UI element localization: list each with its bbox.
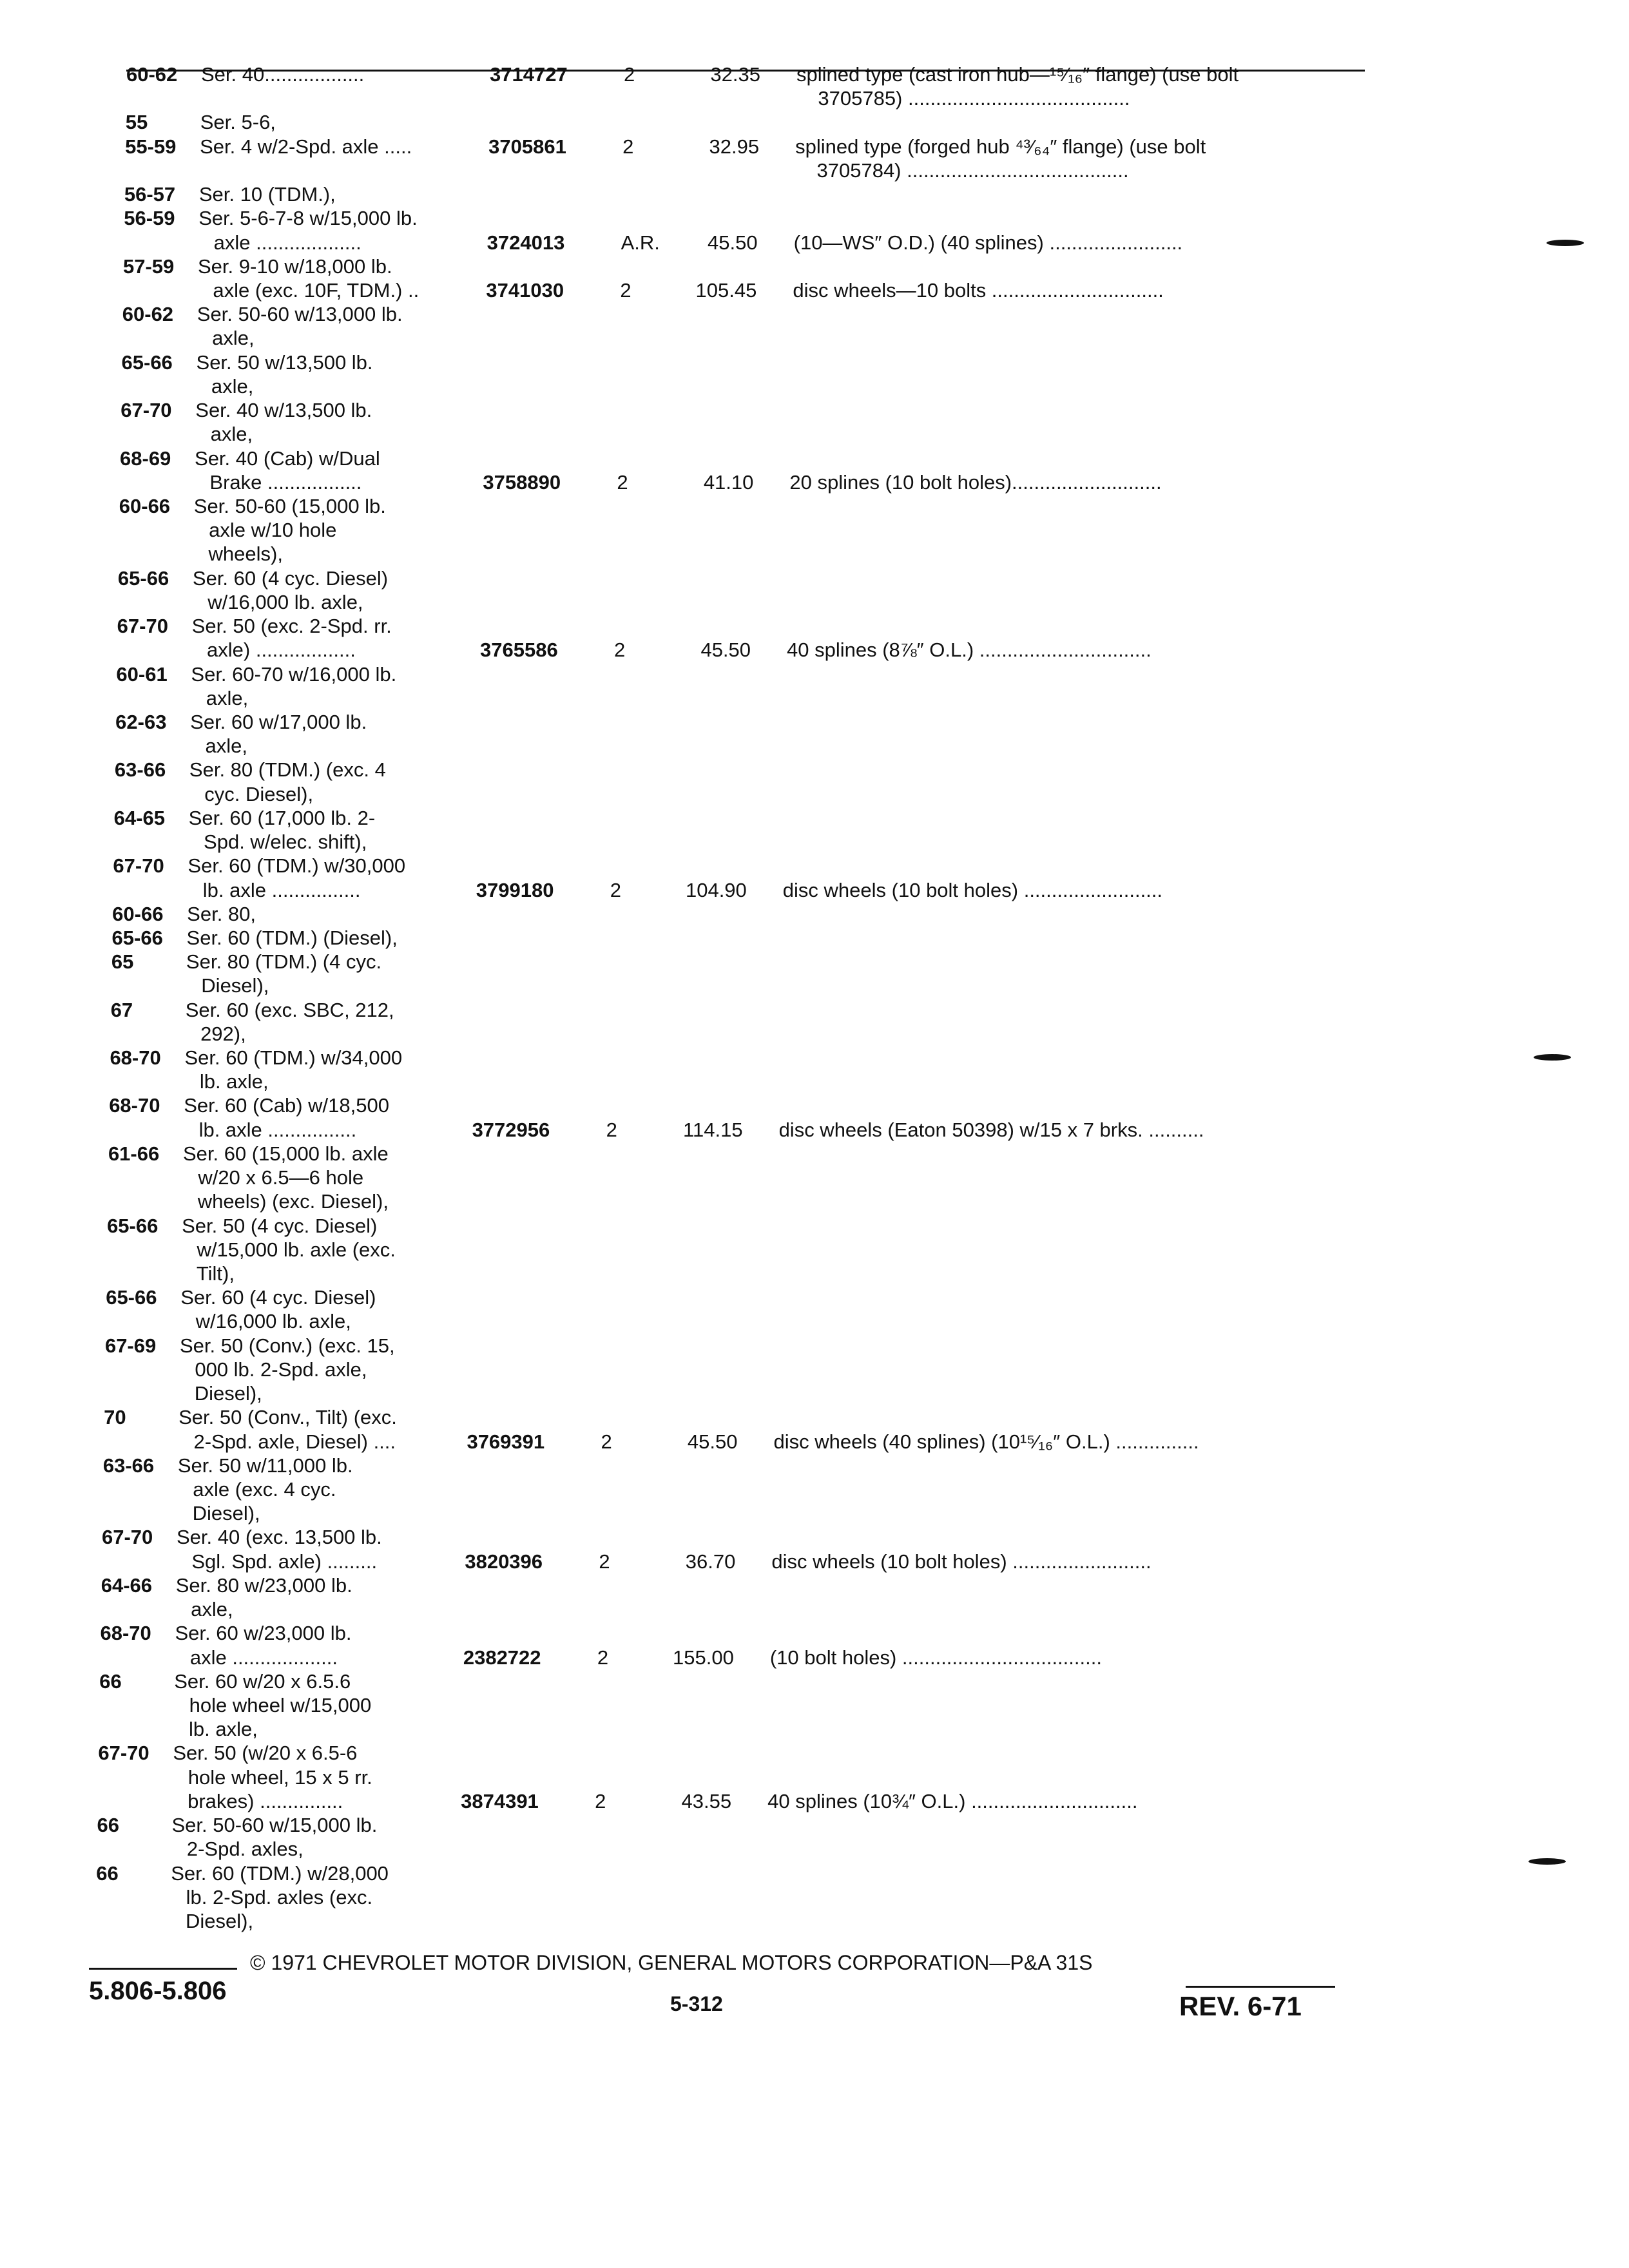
- model-years: 62-63: [115, 710, 167, 733]
- application-description: Ser. 80 (TDM.) (4 cyc.: [186, 950, 382, 974]
- model-years: 64-65: [113, 806, 165, 829]
- listing-line: [0, 350, 1629, 376]
- model-years: 60-62: [122, 303, 174, 326]
- quantity: 2: [606, 1118, 617, 1141]
- model-years: 66: [97, 1814, 119, 1837]
- application-description: Ser. 60 (4 cyc. Diesel): [192, 566, 389, 590]
- listing-line: [0, 1117, 1629, 1143]
- listing-line: [0, 1333, 1629, 1359]
- listing-line: [0, 829, 1629, 855]
- listing-line: [0, 86, 1629, 111]
- application-description: lb. axle,: [199, 1070, 269, 1093]
- application-description: Ser. 9-10 w/18,000 lb.: [198, 255, 392, 278]
- application-description: w/15,000 lb. axle (exc.: [197, 1238, 396, 1261]
- remarks: disc wheels (10 bolt holes) .........................: [782, 878, 1163, 901]
- margin-mark: [1547, 240, 1584, 246]
- listing-line: [0, 182, 1629, 207]
- listing-line: [0, 733, 1629, 759]
- model-years: 66: [99, 1669, 122, 1693]
- model-years: 60-61: [116, 662, 168, 686]
- copyright-notice: © 1971 CHEVROLET MOTOR DIVISION, GENERAL MOTORS CORPORATION—P&A 31S: [250, 1951, 1093, 1974]
- application-description: Ser. 60 (17,000 lb. 2-: [188, 806, 376, 829]
- model-years: 61-66: [108, 1142, 160, 1165]
- listing-line: [0, 566, 1629, 591]
- application-description: Ser. 40 w/13,500 lb.: [195, 399, 372, 422]
- application-description: axle (exc. 4 cyc.: [193, 1478, 336, 1501]
- model-years: 68-70: [110, 1046, 161, 1070]
- application-description: hole wheel, 15 x 5 rr.: [188, 1765, 372, 1789]
- listing-line: [0, 1501, 1629, 1526]
- application-description: Ser. 50 (4 cyc. Diesel): [182, 1214, 378, 1237]
- part-number: 3741030: [486, 278, 564, 302]
- application-description: Tilt),: [196, 1262, 235, 1285]
- listing-line: [0, 1524, 1629, 1550]
- listing-line: [0, 302, 1629, 327]
- part-number: 3820396: [465, 1550, 543, 1573]
- model-years: 65: [111, 950, 134, 974]
- application-description: 2-Spd. axles,: [186, 1838, 304, 1861]
- listing-line: [0, 1213, 1629, 1239]
- remarks: (10 bolt holes) ....................................: [769, 1646, 1102, 1669]
- model-years: 60-66: [119, 494, 171, 517]
- application-description: cyc. Diesel),: [204, 782, 314, 805]
- listing-line: [0, 805, 1629, 831]
- application-description: Sgl. Spd. axle) .........: [191, 1550, 378, 1573]
- model-years: 68-70: [109, 1094, 160, 1117]
- remarks: disc wheels (40 splines) (10¹⁵⁄₁₆″ O.L.) ...............: [773, 1430, 1199, 1453]
- application-description: axle (exc. 10F, TDM.) ..: [213, 278, 419, 302]
- listing-line: [0, 1285, 1629, 1311]
- listing-line: [0, 1645, 1629, 1671]
- listing-line: [0, 1669, 1629, 1695]
- part-number: 3765586: [480, 639, 558, 662]
- model-years: 68-70: [100, 1622, 151, 1645]
- model-years: 67-70: [117, 615, 168, 638]
- listing-line: [0, 973, 1629, 999]
- model-years: 65-66: [121, 351, 173, 374]
- quantity: 2: [620, 278, 631, 302]
- listing-line: [0, 1716, 1629, 1742]
- remarks: disc wheels (Eaton 50398) w/15 x 7 brks. ..........: [778, 1118, 1204, 1141]
- application-description: lb. axle,: [188, 1718, 258, 1741]
- footer-rule-left: [89, 1968, 237, 1970]
- price: 105.45: [695, 278, 757, 302]
- page-number: 5-312: [670, 1992, 723, 2015]
- part-number: 3724013: [487, 231, 565, 254]
- application-description: w/20 x 6.5—6 hole: [198, 1166, 364, 1189]
- listing-line: [0, 1093, 1629, 1119]
- listing-line: [0, 1261, 1629, 1287]
- application-description: Ser. 80 (TDM.) (exc. 4: [189, 758, 386, 782]
- remarks-continued: 3705784) ........................................: [816, 159, 1129, 182]
- application-description: Ser. 50 (Conv.) (exc. 15,: [179, 1334, 395, 1357]
- listing-line: [0, 1693, 1629, 1718]
- listing-line: [0, 757, 1629, 783]
- model-years: 64-66: [101, 1573, 153, 1597]
- application-description: axle,: [206, 686, 249, 709]
- listing-line: [0, 1165, 1629, 1191]
- quantity: 2: [599, 1550, 610, 1573]
- model-years: 55-59: [125, 135, 177, 158]
- listing-line: [0, 1597, 1629, 1622]
- model-years: 55: [125, 111, 148, 134]
- listing-line: [0, 325, 1629, 351]
- application-description: Ser. 50 (exc. 2-Spd. rr.: [191, 615, 392, 638]
- revision-date: REV. 6-71: [1179, 1991, 1302, 2021]
- application-description: Diesel),: [201, 974, 269, 997]
- quantity: 2: [595, 1789, 606, 1812]
- model-years: 57-59: [123, 255, 175, 278]
- model-years: 67: [110, 998, 133, 1021]
- model-years: 70: [104, 1406, 126, 1429]
- application-description: axle,: [205, 735, 248, 758]
- model-years: 56-57: [124, 183, 176, 206]
- listing-line: [0, 230, 1629, 256]
- part-number: 3772956: [472, 1118, 550, 1141]
- part-number: 3714727: [490, 63, 568, 86]
- model-years: 60-62: [126, 63, 178, 86]
- application-description: axle ...................: [189, 1646, 338, 1669]
- price: 32.35: [710, 63, 760, 86]
- application-description: axle,: [191, 1598, 233, 1621]
- listing-line: [0, 686, 1629, 711]
- listing-line: [0, 782, 1629, 807]
- remarks: (10—WS″ O.D.) (40 splines) ........................: [793, 231, 1183, 254]
- listing-line: [0, 1885, 1629, 1910]
- application-description: Ser. 10 (TDM.),: [198, 183, 336, 206]
- application-description: brakes) ...............: [188, 1789, 343, 1812]
- listing-line: [0, 1021, 1629, 1047]
- application-description: axle) ..................: [207, 639, 356, 662]
- model-years: 65-66: [106, 1286, 157, 1309]
- listing-line: [0, 878, 1629, 903]
- application-description: Diesel),: [192, 1502, 260, 1525]
- listing-line: [0, 206, 1629, 231]
- model-years: 60-66: [112, 902, 164, 925]
- remarks: 40 splines (10¾″ O.L.) ..............................: [767, 1789, 1138, 1812]
- listing-line: [0, 1453, 1629, 1479]
- model-years: 63-66: [114, 758, 166, 782]
- quantity: A.R.: [621, 231, 660, 254]
- application-description: Ser. 60 w/20 x 6.5.6: [174, 1669, 351, 1693]
- listing-line: [0, 1789, 1629, 1814]
- listing-line: [0, 158, 1629, 184]
- application-description: 2-Spd. axle, Diesel) ....: [193, 1430, 396, 1453]
- listing-line: [0, 1189, 1629, 1215]
- application-description: lb. 2-Spd. axles (exc.: [186, 1885, 373, 1908]
- part-number: 3705861: [488, 135, 566, 158]
- listing-line: [0, 541, 1629, 567]
- margin-mark: [1528, 1858, 1566, 1865]
- listing-line: [0, 1069, 1629, 1095]
- application-description: Ser. 50 w/11,000 lb.: [177, 1454, 353, 1477]
- listing-line: [0, 398, 1629, 423]
- quantity: 2: [597, 1646, 609, 1669]
- application-description: Ser. 80,: [187, 902, 256, 925]
- application-description: Ser. 60 (4 cyc. Diesel): [180, 1286, 376, 1309]
- model-years: 65-66: [111, 926, 163, 949]
- application-description: wheels),: [208, 543, 283, 566]
- listing-line: [0, 637, 1629, 663]
- listing-line: [0, 709, 1629, 735]
- model-years: 63-66: [102, 1454, 155, 1477]
- application-description: Ser. 80 w/23,000 lb.: [175, 1573, 352, 1597]
- listing-line: [0, 1381, 1629, 1407]
- application-description: axle ...................: [213, 231, 361, 254]
- listing-line: [0, 1740, 1629, 1766]
- application-description: lb. axle ................: [202, 878, 361, 901]
- listing-line: [0, 1549, 1629, 1575]
- application-description: Ser. 40..................: [201, 63, 365, 86]
- quantity: 2: [622, 135, 634, 158]
- listing-line: [0, 1908, 1629, 1934]
- margin-mark: [1534, 1054, 1571, 1061]
- listing-line: [0, 613, 1629, 639]
- price: 104.90: [685, 878, 747, 901]
- remarks: splined type (cast iron hub—¹⁵⁄₁₆″ flange) (use bolt: [796, 63, 1239, 86]
- price: 45.50: [687, 1430, 738, 1453]
- section-reference: 5.806-5.806: [89, 1977, 227, 2005]
- application-description: Ser. 60 (TDM.) w/28,000: [171, 1861, 389, 1885]
- application-description: Ser. 50-60 w/15,000 lb.: [171, 1814, 378, 1837]
- price: 114.15: [683, 1118, 743, 1141]
- listing-line: [0, 110, 1629, 135]
- model-years: 56-59: [124, 207, 175, 230]
- remarks-continued: 3705785) ........................................: [818, 87, 1130, 110]
- listing-line: [0, 1812, 1629, 1838]
- model-years: 67-70: [120, 399, 172, 422]
- model-years: 66: [96, 1861, 119, 1885]
- price: 32.95: [709, 135, 760, 158]
- application-description: Ser. 50 w/13,500 lb.: [196, 351, 373, 374]
- application-description: Ser. 50 (w/20 x 6.5-6: [173, 1742, 358, 1765]
- listing-line: [0, 278, 1629, 303]
- listing-line: [0, 1861, 1629, 1887]
- listing-line: [0, 662, 1629, 687]
- listing-line: [0, 374, 1629, 399]
- quantity: 2: [610, 878, 622, 901]
- application-description: Diesel),: [186, 1910, 254, 1932]
- price: 41.10: [703, 470, 754, 494]
- listing-line: [0, 494, 1629, 519]
- application-description: Ser. 50-60 (15,000 lb.: [193, 494, 386, 517]
- listing-line: [0, 421, 1629, 447]
- listing-line: [0, 1836, 1629, 1862]
- listing-line: [0, 1573, 1629, 1599]
- listing-line: [0, 254, 1629, 280]
- application-description: 000 lb. 2-Spd. axle,: [195, 1358, 367, 1381]
- application-description: Ser. 60 (TDM.) w/30,000: [188, 854, 406, 878]
- application-description: Ser. 60 w/17,000 lb.: [190, 710, 367, 733]
- listing-line: [0, 1477, 1629, 1503]
- model-years: 67-70: [98, 1742, 149, 1765]
- listing-line: [0, 949, 1629, 975]
- application-description: Ser. 60 (exc. SBC, 212,: [185, 998, 394, 1021]
- listing-line: [0, 1045, 1629, 1071]
- model-years: 67-70: [113, 854, 164, 878]
- listing-line: [0, 1405, 1629, 1430]
- application-description: Ser. 60 (15,000 lb. axle: [182, 1142, 389, 1165]
- application-description: wheels) (exc. Diesel),: [197, 1190, 389, 1213]
- remarks: disc wheels (10 bolt holes) .........................: [771, 1550, 1152, 1573]
- listing-line: [0, 1429, 1629, 1455]
- model-years: 65-66: [117, 566, 169, 590]
- listing-line: [0, 925, 1629, 951]
- price: 45.50: [700, 639, 751, 662]
- part-number: 2382722: [463, 1646, 541, 1669]
- application-description: Spd. w/elec. shift),: [204, 831, 367, 854]
- listing-line: [0, 1620, 1629, 1646]
- listing-line: [0, 446, 1629, 472]
- part-number: 3769391: [467, 1430, 545, 1453]
- application-description: Ser. 4 w/2-Spd. axle .....: [200, 135, 412, 158]
- quantity: 2: [617, 470, 628, 494]
- listing-line: [0, 470, 1629, 495]
- listing-line: [0, 1141, 1629, 1167]
- listing-line: [0, 590, 1629, 615]
- footer-rule-right: [1186, 1986, 1335, 1988]
- application-description: Brake .................: [209, 470, 362, 494]
- part-number: 3874391: [461, 1789, 539, 1812]
- listing-line: [0, 901, 1629, 927]
- application-description: lb. axle ................: [198, 1118, 357, 1141]
- application-description: Ser. 50-60 w/13,000 lb.: [197, 303, 403, 326]
- quantity: 2: [601, 1430, 612, 1453]
- application-description: w/16,000 lb. axle,: [207, 590, 363, 613]
- price: 36.70: [685, 1550, 736, 1573]
- listing-line: [0, 1237, 1629, 1263]
- listing-line: [0, 1765, 1629, 1791]
- listing-line: [0, 1357, 1629, 1383]
- part-number: 3758890: [483, 470, 561, 494]
- application-description: axle,: [212, 327, 255, 350]
- application-description: w/16,000 lb. axle,: [195, 1310, 351, 1333]
- remarks: 40 splines (8⅞″ O.L.) ...............................: [787, 639, 1152, 662]
- application-description: Ser. 60 (Cab) w/18,500: [184, 1094, 389, 1117]
- application-description: Ser. 60 w/23,000 lb.: [175, 1622, 352, 1645]
- listing-line: [0, 517, 1629, 543]
- model-years: 65-66: [107, 1214, 159, 1237]
- part-number: 3799180: [476, 878, 554, 901]
- listing-line: [0, 62, 1629, 88]
- application-description: Ser. 60 (TDM.) (Diesel),: [186, 926, 398, 949]
- model-years: 67-69: [104, 1334, 157, 1357]
- model-years: 67-70: [101, 1526, 153, 1549]
- application-description: 292),: [200, 1022, 246, 1045]
- listing-line: [0, 853, 1629, 879]
- listing-line: [0, 997, 1629, 1023]
- listing-line: [0, 1309, 1629, 1334]
- application-description: Diesel),: [194, 1382, 262, 1405]
- application-description: Ser. 60 (TDM.) w/34,000: [184, 1046, 403, 1070]
- remarks: disc wheels—10 bolts ...............................: [793, 278, 1164, 302]
- application-description: hole wheel w/15,000: [189, 1694, 372, 1716]
- listing-line: [0, 134, 1629, 160]
- price: 45.50: [708, 231, 758, 254]
- application-description: axle,: [210, 423, 253, 446]
- application-description: Ser. 60-70 w/16,000 lb.: [191, 662, 397, 686]
- remarks: 20 splines (10 bolt holes)...........................: [789, 470, 1162, 494]
- model-years: 68-69: [120, 447, 171, 470]
- remarks: splined type (forged hub ⁴³⁄₆₄″ flange) (use bolt: [795, 135, 1206, 158]
- price: 155.00: [673, 1646, 734, 1669]
- application-description: axle w/10 hole: [209, 519, 337, 542]
- price: 43.55: [681, 1789, 732, 1812]
- quantity: 2: [624, 63, 635, 86]
- application-description: axle,: [211, 374, 254, 398]
- application-description: Ser. 5-6,: [200, 111, 276, 134]
- application-description: Ser. 5-6-7-8 w/15,000 lb.: [198, 207, 418, 230]
- quantity: 2: [614, 639, 626, 662]
- application-description: Ser. 40 (exc. 13,500 lb.: [176, 1526, 382, 1549]
- application-description: Ser. 40 (Cab) w/Dual: [195, 447, 380, 470]
- application-description: Ser. 50 (Conv., Tilt) (exc.: [178, 1406, 397, 1429]
